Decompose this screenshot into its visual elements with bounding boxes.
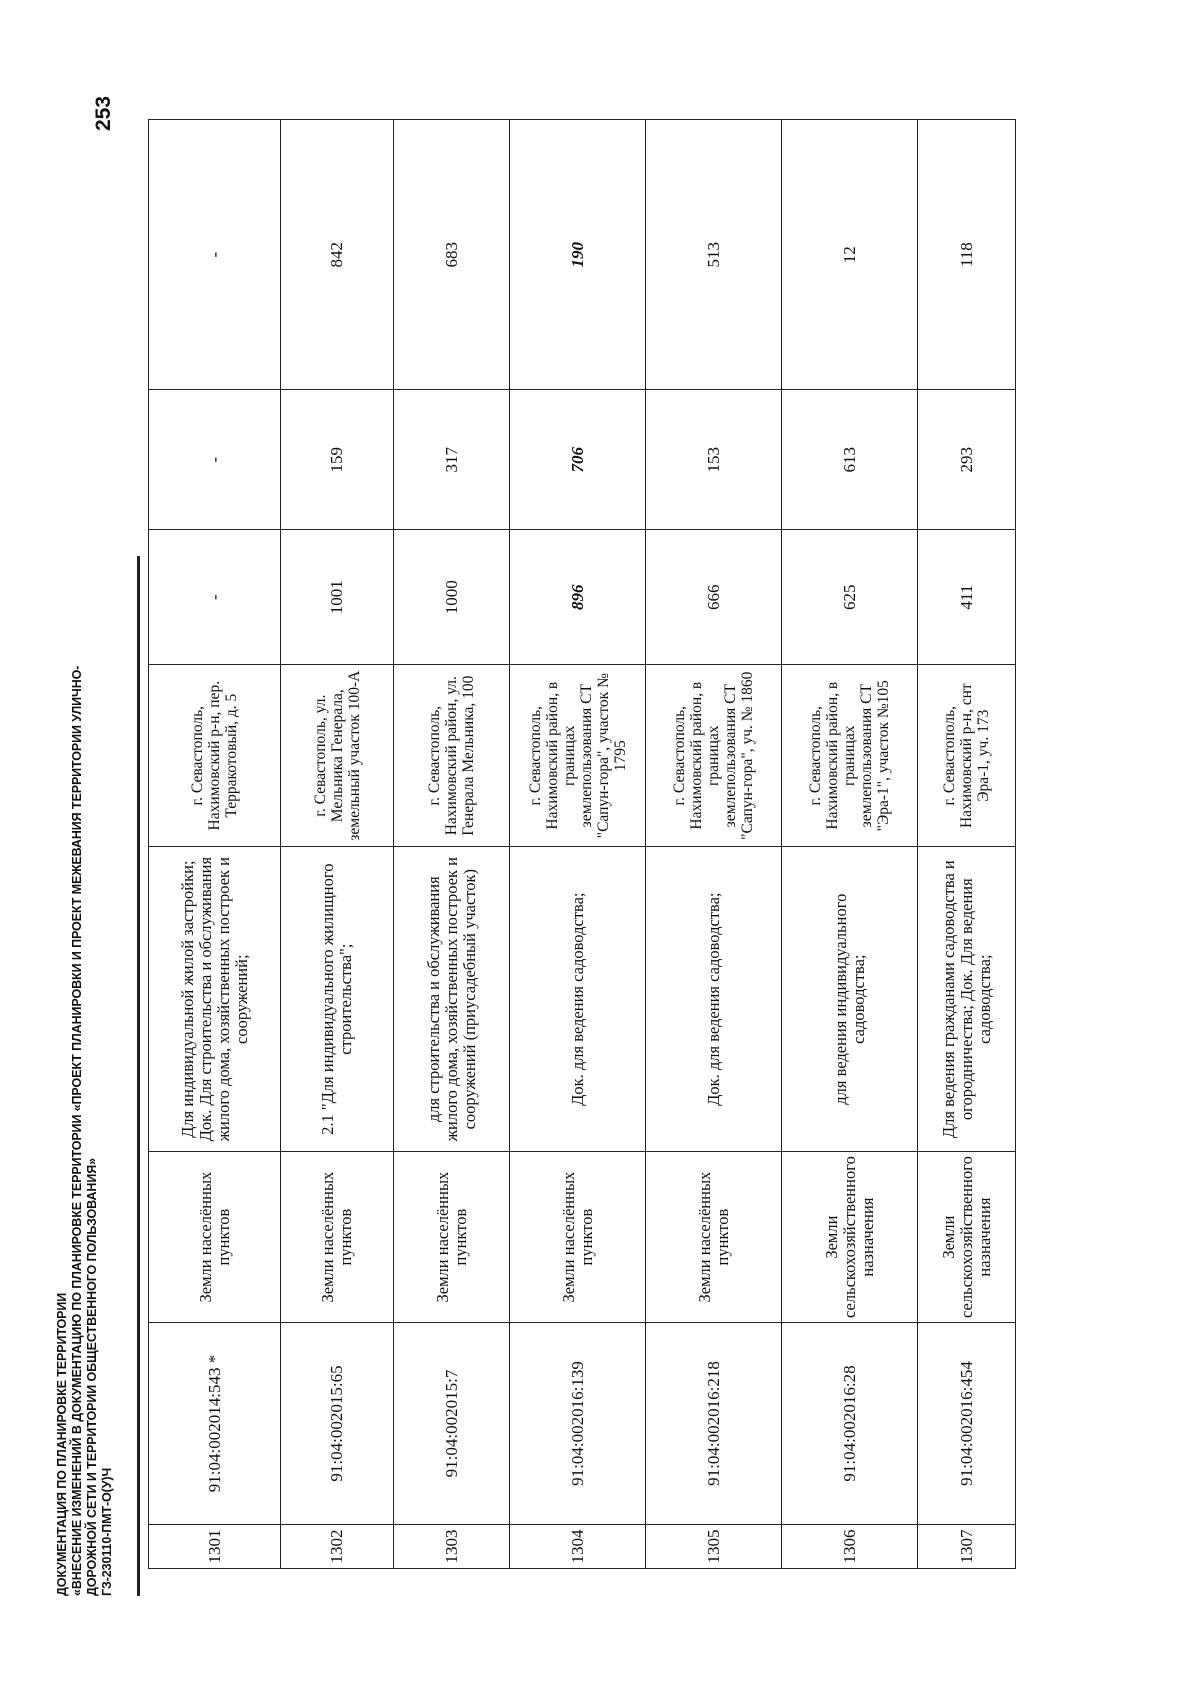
table-row <box>149 120 281 1569</box>
value-1-cell: 896 <box>510 530 646 665</box>
land-category-cell: Земли населённых пунктов <box>149 1152 281 1323</box>
address-cell: г. Севастополь, Нахимовский р-н, снт Эра-1, уч. 173 <box>918 665 1016 847</box>
address-cell: г. Севастополь, ул. Мельника Генерала, земельный участок 100-А <box>281 665 394 847</box>
value-3-cell: 842 <box>281 120 394 390</box>
address-cell: г. Севастополь, Нахимовский район, в границах землепользования СТ "Сапун-гора", участок № 1795 <box>510 665 646 847</box>
cadastral-number-cell: 91:04:002016:218 <box>646 1323 782 1525</box>
row-number-cell: 1304 <box>510 1525 646 1569</box>
value-2-cell: - <box>149 390 281 530</box>
land-plots-table <box>148 119 1016 1569</box>
table-row <box>782 120 918 1569</box>
land-category-cell: Земли сельскохозяйственного назначения <box>918 1152 1016 1323</box>
permitted-use-cell: Док. для ведения садоводства; <box>510 847 646 1152</box>
value-2-cell: 293 <box>918 390 1016 530</box>
cadastral-number-cell: 91:04:002014:543 * <box>149 1323 281 1525</box>
value-2-cell: 317 <box>394 390 510 530</box>
land-category-cell: Земли населённых пунктов <box>646 1152 782 1323</box>
cadastral-number-cell: 91:04:002015:7 <box>394 1323 510 1525</box>
value-3-cell: 513 <box>646 120 782 390</box>
value-1-cell: 411 <box>918 530 1016 665</box>
header-line-4: ГЗ-230110-ПМТ-О(У)Ч <box>100 1467 114 1596</box>
permitted-use-cell: для ведения индивидуального садоводства; <box>782 847 918 1152</box>
value-3-cell: 118 <box>918 120 1016 390</box>
row-number-cell: 1305 <box>646 1525 782 1569</box>
header-divider <box>137 556 140 1596</box>
value-3-cell: 12 <box>782 120 918 390</box>
address-cell: г. Севастополь, Нахимовский район, в границах землепользования СТ "Эра-1", участок №105 <box>782 665 918 847</box>
land-category-cell: Земли населённых пунктов <box>281 1152 394 1323</box>
value-1-cell: 625 <box>782 530 918 665</box>
value-2-cell: 706 <box>510 390 646 530</box>
cadastral-number-cell: 91:04:002016:28 <box>782 1323 918 1525</box>
table-row <box>281 120 394 1569</box>
row-number-cell: 1306 <box>782 1525 918 1569</box>
address-cell: г. Севастополь, Нахимовский район, ул. Генерала Мельника, 100 <box>394 665 510 847</box>
table-row <box>918 120 1016 1569</box>
value-2-cell: 613 <box>782 390 918 530</box>
value-2-cell: 159 <box>281 390 394 530</box>
table-row <box>646 120 782 1569</box>
document-header <box>55 576 115 1596</box>
row-number-cell: 1302 <box>281 1525 394 1569</box>
cadastral-number-cell: 91:04:002016:454 <box>918 1323 1016 1525</box>
header-line-2: «ВНЕСЕНИЕ ИЗМЕНЕНИЙ В ДОКУМЕНТАЦИЮ ПО ПЛАНИРОВКЕ ТЕРРИТОРИИ «ПРОЕКТ ПЛАНИРОВКИ И ПРОЕКТ МЕЖЕВАНИЯ ТЕРРИТОРИИ УЛИЧНО- <box>70 665 84 1596</box>
address-cell: г. Севастополь, Нахимовский район, в границах землепользования СТ "Сапун-гора", уч. № 1860 <box>646 665 782 847</box>
value-1-cell: 666 <box>646 530 782 665</box>
row-number-cell: 1307 <box>918 1525 1016 1569</box>
header-line-3: ДОРОЖНОЙ СЕТИ И ТЕРРИТОРИИ ОБЩЕСТВЕННОГО ПОЛЬЗОВАНИЯ» <box>85 1158 99 1596</box>
permitted-use-cell: Для ведения гражданами садоводства и огородничества; Док. Для ведения садоводства; <box>918 847 1016 1152</box>
cadastral-number-cell: 91:04:002015:65 <box>281 1323 394 1525</box>
header-line-1: ДОКУМЕНТАЦИЯ ПО ПЛАНИРОВКЕ ТЕРРИТОРИИ <box>55 1292 69 1596</box>
value-1-cell: 1001 <box>281 530 394 665</box>
permitted-use-cell: Для индивидуальной жилой застройки; Док. Для строительства и обслуживания жилого дома, хозяйственных построек и сооружений; <box>149 847 281 1152</box>
land-category-cell: Земли населённых пунктов <box>510 1152 646 1323</box>
row-number-cell: 1303 <box>394 1525 510 1569</box>
cadastral-number-cell: 91:04:002016:139 <box>510 1323 646 1525</box>
value-1-cell: - <box>149 530 281 665</box>
table-row <box>510 120 646 1569</box>
value-3-cell: - <box>149 120 281 390</box>
land-category-cell: Земли сельскохозяйственного назначения <box>782 1152 918 1323</box>
value-3-cell: 190 <box>510 120 646 390</box>
page-number: 253 <box>92 95 115 131</box>
row-number-cell: 1301 <box>149 1525 281 1569</box>
value-2-cell: 153 <box>646 390 782 530</box>
address-cell: г. Севастополь, Нахимовский р-н, пер. Терракотовый, д. 5 <box>149 665 281 847</box>
permitted-use-cell: 2.1 "Для индивидуального жилищного строительства"; <box>281 847 394 1152</box>
table-row <box>394 120 510 1569</box>
value-3-cell: 683 <box>394 120 510 390</box>
permitted-use-cell: для строительства и обслуживания жилого дома, хозяйственных построек и сооружений (приусадебный участок) <box>394 847 510 1152</box>
value-1-cell: 1000 <box>394 530 510 665</box>
permitted-use-cell: Док. для ведения садоводства; <box>646 847 782 1152</box>
land-category-cell: Земли населённых пунктов <box>394 1152 510 1323</box>
